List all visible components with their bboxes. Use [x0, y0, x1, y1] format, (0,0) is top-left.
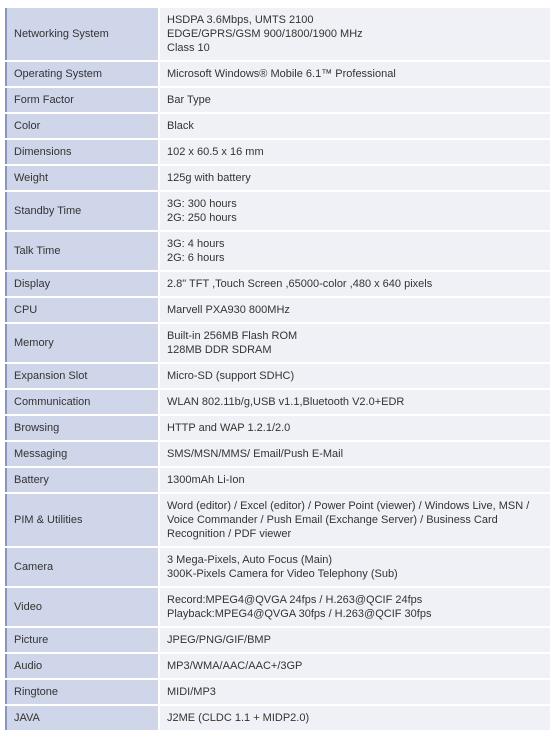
spec-row — [5, 166, 550, 190]
spec-row — [5, 416, 550, 440]
spec-row — [5, 192, 550, 230]
spec-row — [5, 88, 550, 112]
spec-row — [5, 62, 550, 86]
spec-table-body — [5, 8, 550, 730]
spec-value — [158, 192, 550, 230]
spec-label: Form Factor — [5, 88, 158, 112]
spec-value — [158, 680, 550, 704]
spec-value-line: EDGE/GPRS/GSM 900/1800/1900 MHz — [167, 28, 363, 40]
spec-label: Audio — [5, 654, 158, 678]
spec-value-line: Black — [167, 120, 194, 132]
spec-value-line: MP3/WMA/AAC/AAC+/3GP — [167, 660, 303, 672]
spec-value-line: 2G: 6 hours — [167, 252, 225, 264]
spec-row — [5, 8, 550, 60]
spec-row — [5, 140, 550, 164]
spec-value-line: MIDI/MP3 — [167, 686, 216, 698]
spec-value-line: 125g with battery — [167, 172, 251, 184]
spec-row — [5, 324, 550, 362]
spec-label: Standby Time — [5, 192, 158, 230]
spec-value-line: Playback:MPEG4@QVGA 30fps / H.263@QCIF 30fps — [167, 608, 432, 620]
spec-value — [158, 654, 550, 678]
spec-value-line: 1300mAh Li-Ion — [167, 474, 245, 486]
spec-row — [5, 468, 550, 492]
spec-row — [5, 364, 550, 388]
spec-value — [158, 390, 550, 414]
spec-label: Weight — [5, 166, 158, 190]
spec-row — [5, 232, 550, 270]
spec-value-line: 3 Mega-Pixels, Auto Focus (Main) — [167, 554, 333, 566]
spec-value — [158, 494, 550, 546]
spec-value — [158, 88, 550, 112]
spec-value — [158, 416, 550, 440]
spec-value — [158, 548, 550, 586]
spec-label: Ringtone — [5, 680, 158, 704]
spec-value-line: HSDPA 3.6Mbps, UMTS 2100 — [167, 14, 314, 26]
spec-value — [158, 324, 550, 362]
spec-value-line: 300K-Pixels Camera for Video Telephony (Sub) — [167, 568, 398, 580]
spec-value-line: 3G: 4 hours — [167, 238, 225, 250]
spec-value — [158, 628, 550, 652]
spec-label: Color — [5, 114, 158, 138]
spec-value-line: Bar Type — [167, 94, 211, 106]
spec-row — [5, 114, 550, 138]
spec-label: Memory — [5, 324, 158, 362]
spec-value — [158, 468, 550, 492]
spec-label: Communication — [5, 390, 158, 414]
spec-value — [158, 166, 550, 190]
spec-value-line: SMS/MSN/MMS/ Email/Push E-Mail — [167, 448, 344, 460]
spec-value-line: Microsoft Windows® Mobile 6.1™ Professional — [167, 68, 396, 80]
spec-row — [5, 548, 550, 586]
spec-row — [5, 706, 550, 730]
spec-row — [5, 588, 550, 626]
spec-label: Picture — [5, 628, 158, 652]
spec-value-line: 128MB DDR SDRAM — [167, 344, 272, 356]
spec-value-line: WLAN 802.11b/g,USB v1.1,Bluetooth V2.0+EDR — [167, 396, 405, 408]
spec-value-line: Micro-SD (support SDHC) — [167, 370, 295, 382]
spec-value-line: 2.8" TFT ,Touch Screen ,65000-color ,480 x 640 pixels — [167, 278, 433, 290]
spec-label: Dimensions — [5, 140, 158, 164]
spec-value — [158, 442, 550, 466]
spec-label: Battery — [5, 468, 158, 492]
spec-label: Display — [5, 272, 158, 296]
spec-value — [158, 298, 550, 322]
spec-value-line: Marvell PXA930 800MHz — [167, 304, 290, 316]
spec-value — [158, 588, 550, 626]
spec-row — [5, 654, 550, 678]
spec-label: Talk Time — [5, 232, 158, 270]
spec-label: CPU — [5, 298, 158, 322]
spec-value — [158, 232, 550, 270]
spec-label: Video — [5, 588, 158, 626]
spec-value — [158, 114, 550, 138]
spec-label: JAVA — [5, 706, 158, 730]
spec-value-line: Class 10 — [167, 42, 210, 54]
spec-row — [5, 298, 550, 322]
spec-row — [5, 442, 550, 466]
spec-value-line: Built-in 256MB Flash ROM — [167, 330, 298, 342]
spec-value — [158, 8, 550, 60]
spec-row — [5, 494, 550, 546]
spec-value-line: HTTP and WAP 1.2.1/2.0 — [167, 422, 291, 434]
spec-row — [5, 680, 550, 704]
spec-value-line: J2ME (CLDC 1.1 + MIDP2.0) — [167, 712, 310, 724]
spec-value — [158, 706, 550, 730]
spec-value — [158, 62, 550, 86]
spec-label: Camera — [5, 548, 158, 586]
spec-value-line: 2G: 250 hours — [167, 212, 237, 224]
spec-value-line: Record:MPEG4@QVGA 24fps / H.263@QCIF 24fps — [167, 594, 423, 606]
spec-value — [158, 364, 550, 388]
spec-value-line: JPEG/PNG/GIF/BMP — [167, 634, 271, 646]
spec-label: Networking System — [5, 8, 158, 60]
spec-label: Messaging — [5, 442, 158, 466]
spec-label: Operating System — [5, 62, 158, 86]
spec-row — [5, 628, 550, 652]
spec-value-line: 3G: 300 hours — [167, 198, 237, 210]
spec-value — [158, 140, 550, 164]
spec-label: PIM & Utilities — [5, 494, 158, 546]
spec-value — [158, 272, 550, 296]
spec-row — [5, 390, 550, 414]
spec-value-line: 102 x 60.5 x 16 mm — [167, 146, 264, 158]
spec-value-line: Word (editor) / Excel (editor) / Power Point (viewer) / Windows Live, MSN / — [167, 500, 530, 512]
spec-row — [5, 272, 550, 296]
spec-label: Expansion Slot — [5, 364, 158, 388]
spec-value-line: Voice Commander / Push Email (Exchange Server) / Business Card — [167, 514, 498, 526]
spec-value-line: Recognition / PDF viewer — [167, 528, 292, 540]
spec-label: Browsing — [5, 416, 158, 440]
spec-table — [5, 6, 550, 732]
